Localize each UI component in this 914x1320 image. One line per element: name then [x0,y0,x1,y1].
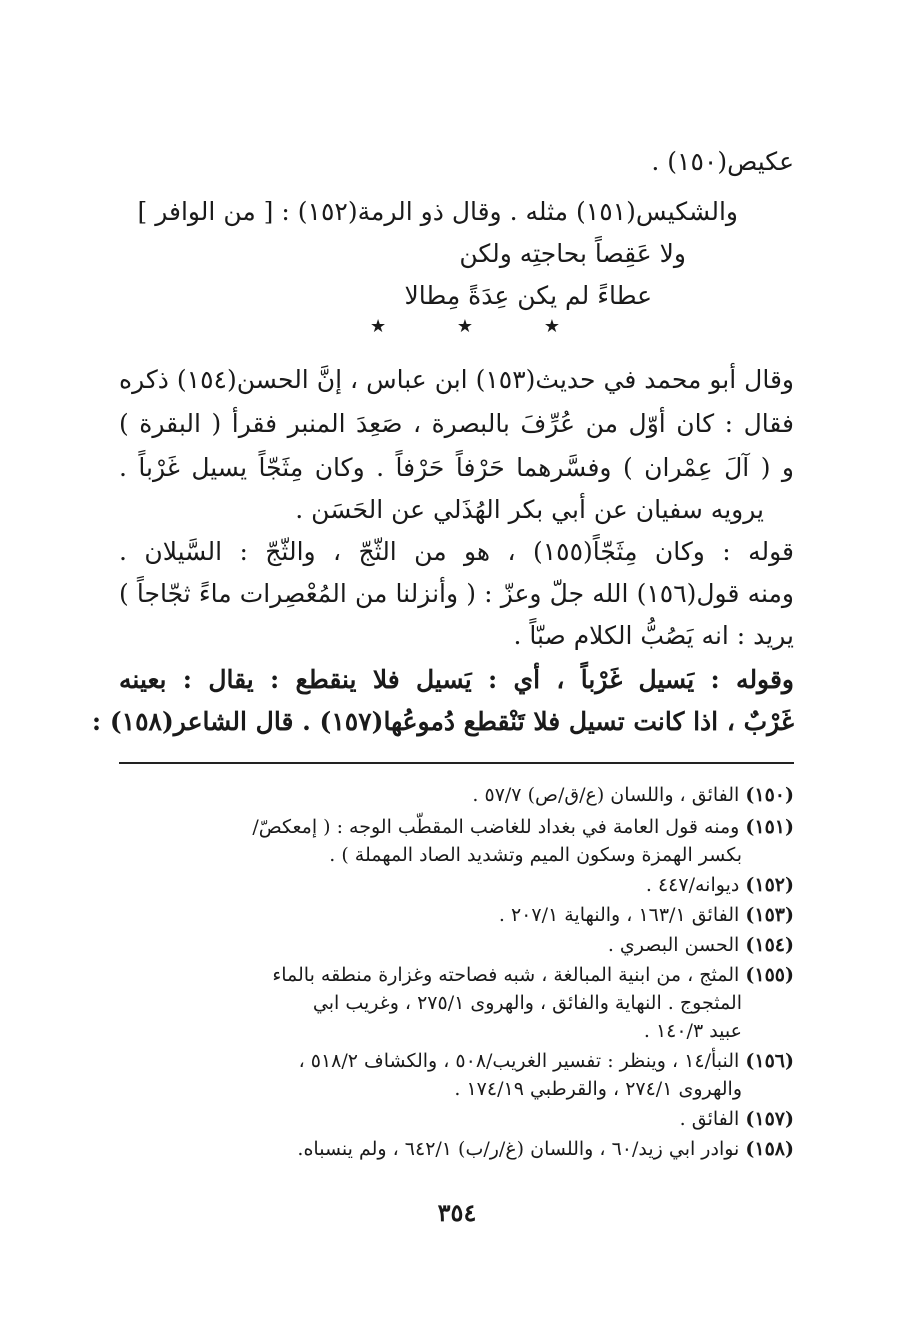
star-icon: ★ [370,316,387,337]
body-line-13: غَرْبٌ ، اذا كانت تسيل فلا تَنْقطع دُموعُها(١٥٧) . قال الشاعر(١٥٨) : [91,707,794,736]
body-line-5: وقال أبو محمد في حديث(١٥٣) ابن عباس ، إنَّ الحسن(١٥٤) ذكره [119,365,794,394]
page-number: ٣٥٤ [437,1198,477,1227]
footnote-156-cont: والهروى ٢٧٤/١ ، والقرطبي ١٧٤/١٩ . [454,1078,742,1100]
body-line-9: قوله : وكان مِثَجّاً(١٥٥) ، هو من الثّجّ ، والثّجّ : السَّيلان . [119,537,794,566]
body-line-1: عكيص(١٥٠) . [651,147,794,176]
footnote-155: (١٥٥) المثج ، من ابنية المبالغة ، شبه فصاحته وغزارة منطقه بالماء [272,964,794,986]
footnote-151-cont: بكسر الهمزة وسكون الميم وتشديد الصاد المهملة ) . [329,844,742,866]
footnote-154: (١٥٤) الحسن البصري . [607,934,794,956]
section-separator [370,312,560,342]
star-icon: ★ [456,316,474,337]
verse-hemistich-2: عطاءً لم يكن عِدَةً مِطالا [404,281,652,310]
footnote-152: (١٥٢) ديوانه/٤٤٧ . [645,874,794,896]
footnote-158: (١٥٨) نوادر ابي زيد/٦٠ ، واللسان (غ/ر/ب) ٦٤٢/١ ، ولم ينسباه. [297,1138,794,1160]
star-icon: ★ [543,316,560,337]
body-line-12: وقوله : يَسيل غَرْباً ، أي : يَسيل فلا ينقطع : يقال : بعينه [119,665,794,694]
body-line-6: فقال : كان أوّل من عُرِّفَ بالبصرة ، صَعِدَ المنبر فقرأ ( البقرة ) [119,409,794,438]
footnote-151: (١٥١) ومنه قول العامة في بغداد للغاضب المقطّب الوجه : ( إمعكصّ/ [252,816,794,838]
footnote-156: (١٥٦) النبأ/١٤ ، وينظر : تفسير الغريب/٥٠٨ ، والكشاف ٥١٨/٢ ، [298,1050,794,1072]
footnote-157: (١٥٧) الفائق . [679,1108,794,1130]
footnote-155-cont: المثجوج . النهاية والفائق ، والهروى ٢٧٥/١ ، وغريب ابي [312,992,742,1014]
footnote-divider [119,762,794,764]
body-line-7: و ( آلَ عِمْران ) وفسَّرهما حَرْفاً حَرْفاً . وكان مِثَجّاً يسيل غَرْباً . [119,453,794,482]
body-line-11: يريد : انه يَصُبُّ الكلام صبّاً . [513,621,794,650]
footnote-153: (١٥٣) الفائق ١٦٣/١ ، والنهاية ٢٠٧/١ . [498,904,794,926]
footnote-155-cont: عبيد ١٤٠/٣ . [643,1020,742,1042]
body-line-8: يرويه سفيان عن أبي بكر الهُذَلي عن الحَسَن . [295,495,764,524]
body-line-2: والشكيس(١٥١) مثله . وقال ذو الرمة(١٥٢) : [ من الوافر ] [137,197,738,226]
verse-hemistich-1: ولا عَقِصاً بحاجتِه ولكن [459,239,686,268]
footnote-150: (١٥٠) الفائق ، واللسان (ع/ق/ص) ٥٧/٧ . [472,784,794,806]
body-line-10: ومنه قول(١٥٦) الله جلّ وعزّ : ( وأنزلنا من المُعْصِرات ماءً ثجّاجاً ) [119,579,794,608]
